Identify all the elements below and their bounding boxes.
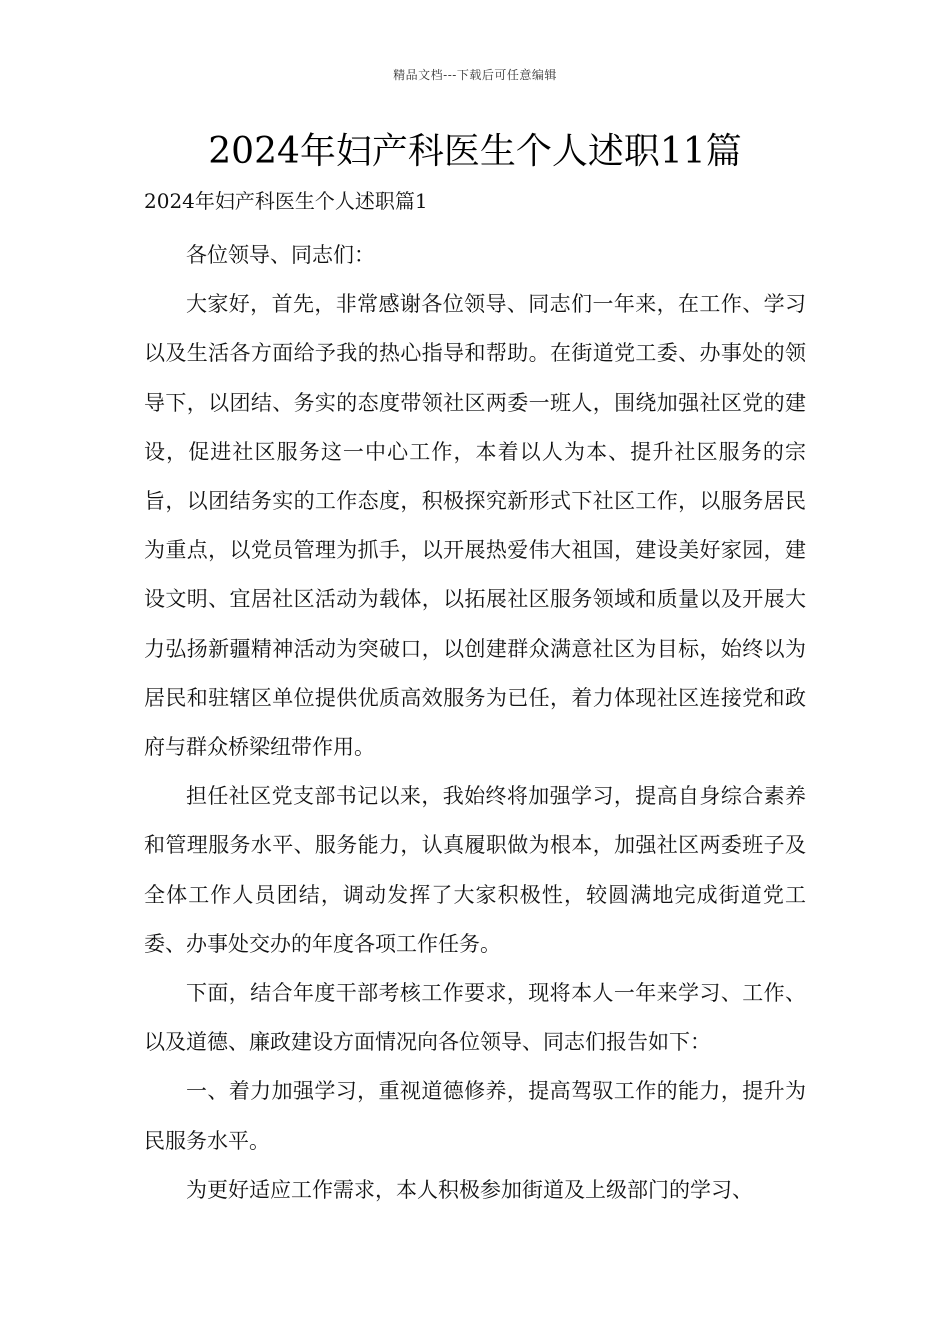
salutation-paragraph: 各位领导、同志们： <box>186 243 375 267</box>
body-paragraph: 为更好适应工作需求，本人积极参加街道及上级部门的学习、 <box>186 1177 753 1202</box>
section-subtitle: 2024年妇产科医生个人述职篇1 <box>144 189 428 213</box>
document-title: 2024年妇产科医生个人述职11篇 <box>208 131 742 172</box>
body-paragraph: 担任社区党支部书记以来，我始终将加强学习，提高自身综合素养和管理服务水平、服务能力，认真履职做为根本，加强社区两委班子及全体工作人员团结，调动发挥了大家积极性，较圆满地完成街道党工委、办事处交办的年度各项工作任务。 <box>144 784 806 956</box>
header-note: 精品文档---下载后可任意编辑 <box>393 68 557 82</box>
body-paragraph: 大家好，首先，非常感谢各位领导、同志们一年来，在工作、学习以及生活各方面给予我的热心指导和帮助。在街道党工委、办事处的领导下，以团结、务实的态度带领社区两委一班人，围绕加强社区党的建设，促进社区服务这一中心工作，本着以人为本、提升社区服务的宗旨，以团结务实的工作态度，积极探究新形式下社区工作，以服务居民为重点，以党员管理为抓手，以开展热爱伟大祖国，建设美好家园，建设文明、宜居社区活动为载体，以拓展社区服务领域和质量以及开展大力弘扬新疆精神活动为突破口，以创建群众满意社区为目标，始终以为居民和驻辖区单位提供优质高效服务为已任，着力体现社区连接党和政府与群众桥梁纽带作用。 <box>144 292 806 760</box>
document-body <box>144 231 806 1215</box>
section-heading-paragraph: 一、着力加强学习，重视道德修养，提高驾驭工作的能力，提升为民服务水平。 <box>144 1079 806 1153</box>
body-paragraph: 下面，结合年度干部考核工作要求，现将本人一年来学习、工作、以及道德、廉政建设方面情况向各位领导、同志们报告如下： <box>144 981 806 1055</box>
